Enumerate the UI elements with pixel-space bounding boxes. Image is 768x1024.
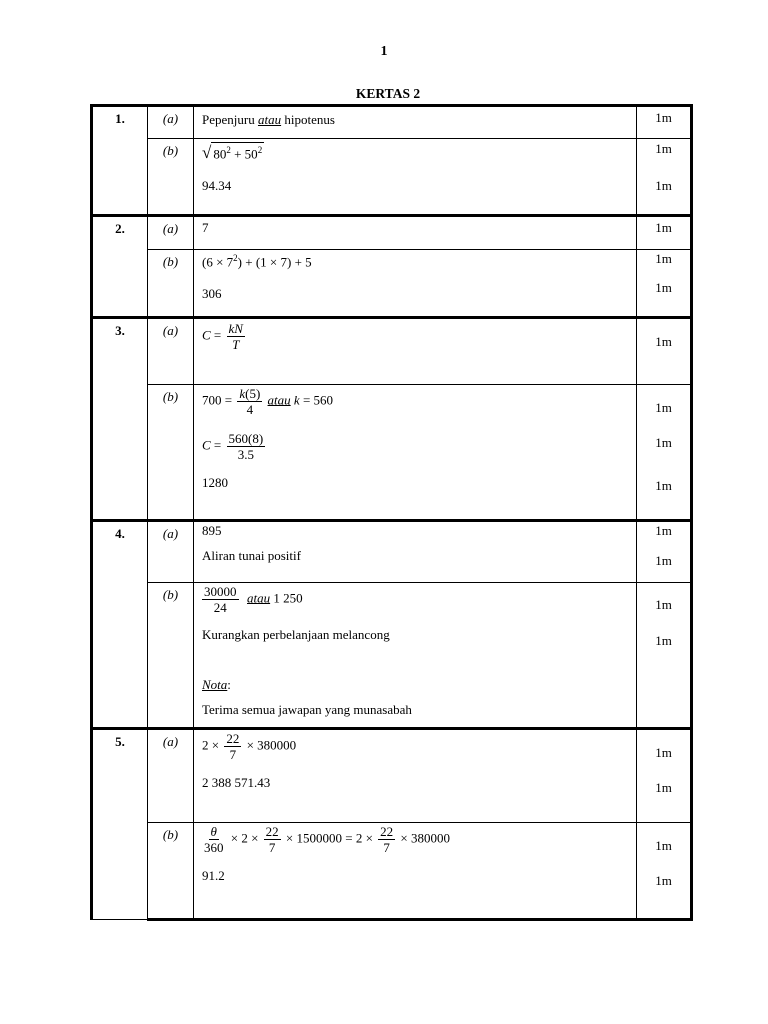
marks-cell	[637, 521, 692, 583]
alt-answer: 1 250	[273, 590, 303, 606]
marking-scheme-table	[90, 104, 693, 921]
or-text: atau	[247, 590, 271, 606]
part-label: (b)	[148, 250, 194, 318]
answer-cell	[194, 139, 637, 216]
mark: 1m	[655, 553, 672, 568]
note-text: Terima semua jawapan yang munasabah	[202, 702, 412, 717]
answer-text: 2 388 571.43	[202, 775, 271, 790]
answer-text: 895	[202, 523, 222, 538]
mark: 1m	[655, 280, 672, 295]
fraction-denominator: 24	[213, 600, 227, 615]
answer-cell	[194, 583, 637, 729]
answer-cell	[194, 318, 637, 385]
mark: 1m	[655, 597, 672, 612]
part-label: (a)	[148, 729, 194, 823]
part-label: (b)	[148, 139, 194, 216]
question-number: 1.	[92, 106, 148, 216]
mark: 1m	[655, 400, 672, 415]
question-number: 2.	[92, 216, 148, 318]
alt-answer: = 560	[302, 392, 334, 408]
marks-cell	[637, 583, 692, 729]
part-label: (a)	[148, 216, 194, 250]
answer-text: 91.2	[202, 868, 225, 883]
marks-cell	[637, 823, 692, 920]
answer-text: hipotenus	[284, 112, 335, 127]
mark: 1m	[655, 873, 672, 888]
answer-text: 7	[202, 220, 209, 235]
marks-cell	[637, 318, 692, 385]
mark: 1m	[655, 435, 672, 450]
mark: 1m	[655, 780, 672, 795]
question-number: 4.	[92, 521, 148, 729]
mark: 1m	[655, 745, 672, 760]
formula: $\frac{\theta}{360}$ × 2 × $\frac{22}{7}$ × 1500000 = 2 × $\frac{22}{7}$ × 380000	[204, 824, 451, 855]
note-label: Nota:	[202, 677, 231, 692]
answer-cell	[194, 250, 637, 318]
marks-cell	[637, 729, 692, 823]
formula: √ $80^2 + 50^2$	[202, 143, 263, 163]
mark: 1m	[655, 178, 672, 193]
answer-text: 1280	[202, 475, 228, 490]
page-number: 1	[380, 44, 388, 59]
mark: 1m	[655, 141, 672, 156]
question-number: 5.	[92, 729, 148, 920]
page-title: KERTAS 2	[355, 86, 421, 101]
formula: 2 × $\frac{22}{7}$ × 380000	[202, 731, 297, 762]
fraction-numerator: 30000	[204, 584, 237, 599]
marks-cell	[637, 139, 692, 216]
question-number: 3.	[92, 318, 148, 521]
answer-text: Aliran tunai positif	[202, 548, 301, 563]
answer-text: Kurangkan perbelanjaan melancong	[202, 627, 390, 642]
mark: 1m	[655, 838, 672, 853]
mark: 1m	[655, 478, 672, 493]
mark: 1m	[655, 110, 672, 125]
answer-text: 94.34	[202, 178, 232, 193]
answer-cell	[194, 216, 637, 250]
mark: 1m	[655, 523, 672, 538]
part-label: (a)	[148, 521, 194, 583]
part-label: (b)	[148, 823, 194, 920]
part-label: (a)	[148, 318, 194, 385]
answer-cell	[194, 823, 637, 920]
formula: 700 = $\frac{k(5)}{4}$ atau k = 560	[202, 386, 334, 417]
or-text: atau	[267, 392, 291, 408]
answer-text: 306	[202, 286, 222, 301]
mark: 1m	[655, 251, 672, 266]
part-label: (a)	[148, 106, 194, 139]
formula: $(6 \times 7^2) + (1 \times 7) + 5$	[202, 253, 312, 270]
marks-cell	[637, 106, 692, 139]
or-text: atau	[257, 112, 282, 127]
part-label: (b)	[148, 583, 194, 729]
answer-cell	[194, 385, 637, 521]
mark: 1m	[655, 220, 672, 235]
formula: C = $\frac{560(8)}{3.5}$	[202, 431, 264, 462]
answer-text: Pepenjuru	[202, 112, 255, 127]
answer-cell	[194, 106, 637, 139]
formula: C = $\frac{kN}{T}$	[202, 321, 243, 352]
marks-cell	[637, 385, 692, 521]
formula	[202, 584, 303, 615]
part-label: (b)	[148, 385, 194, 521]
mark: 1m	[655, 633, 672, 648]
marks-cell	[637, 216, 692, 250]
marks-cell	[637, 250, 692, 318]
answer-cell	[194, 521, 637, 583]
answer-cell	[194, 729, 637, 823]
mark: 1m	[655, 334, 672, 349]
